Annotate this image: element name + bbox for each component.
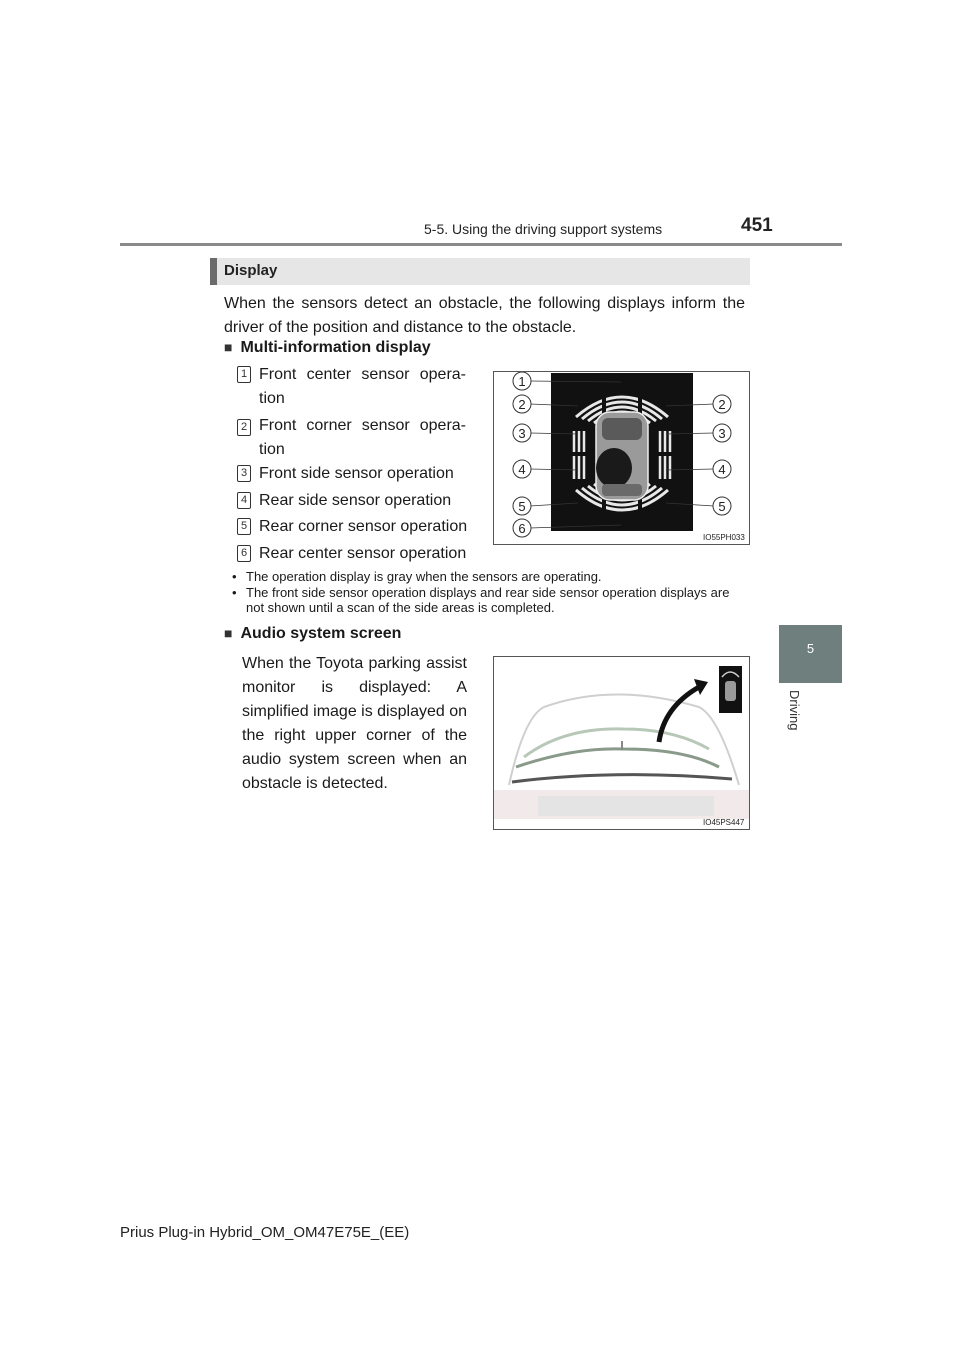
callout-label: 4 — [718, 462, 726, 477]
running-header: 5-5. Using the driving support systems — [424, 221, 663, 237]
sensor-display-illustration — [494, 372, 749, 544]
list-item: Front side sensor operation — [259, 465, 454, 482]
callout-label: 6 — [518, 521, 526, 536]
square-bullet-icon: ■ — [224, 339, 233, 355]
callout-label: 2 — [518, 397, 526, 412]
footer-document-code: Prius Plug-in Hybrid_OM_OM47E75E_(EE) — [120, 1224, 410, 1241]
item-number-badge: 6 — [237, 545, 251, 562]
car-top-view — [596, 412, 648, 500]
square-bullet-icon: ■ — [224, 625, 233, 641]
audio-paragraph: When the Toyota parking assist monitor is displayed: A simplified image is displayed on the right upper corner of the audio system screen when an obstacle is detected. — [242, 655, 467, 792]
audio-bottom-panel — [538, 796, 714, 816]
list-item: Front center sensor opera-tion — [259, 366, 466, 407]
list-item: Rear center sensor operation — [259, 545, 467, 562]
callout-label: 1 — [518, 374, 526, 389]
callout-label: 3 — [518, 426, 526, 441]
sensor-display-figure — [493, 371, 750, 545]
header-rule — [120, 243, 842, 246]
note-item: • The front side sensor operation displays and rear side sensor operation displays are not shown until a scan of the side areas is completed. — [232, 585, 730, 615]
audio-heading — [224, 625, 401, 643]
page-number: 451 — [741, 215, 773, 236]
callout-label: 4 — [518, 462, 526, 477]
multi-info-heading-text: Multi-information display — [240, 339, 431, 356]
section-bar-marker — [210, 258, 217, 285]
item-number-badge: 1 — [237, 366, 251, 383]
multi-info-heading — [224, 339, 431, 357]
item-number-badge: 5 — [237, 518, 251, 535]
callout-label: 5 — [718, 499, 726, 514]
item-number-badge: 4 — [237, 492, 251, 509]
callout-label: 5 — [518, 499, 526, 514]
chapter-title — [783, 690, 805, 750]
callout-label: 2 — [718, 397, 726, 412]
chapter-title-text: Driving — [787, 690, 802, 731]
item-number-badge: 2 — [237, 419, 251, 436]
note-text: The operation display is gray when the sensors are operating. — [246, 569, 602, 584]
audio-screen-figure — [493, 656, 750, 830]
note-text: The front side sensor operation displays and rear side sensor operation displays are not shown until a scan of the side areas is completed. — [246, 585, 730, 615]
list-item: Front corner sensor opera-tion — [259, 417, 466, 458]
list-item: Rear corner sensor operation — [259, 518, 468, 535]
section-title: Display — [224, 262, 278, 279]
intro-paragraph: When the sensors detect an obstacle, the following displays inform the driver of the position and distance to the obstacle. — [224, 295, 745, 336]
mini-sensor-display — [719, 666, 742, 713]
audio-screen-illustration — [494, 657, 749, 829]
item-number-badge: 3 — [237, 465, 251, 482]
callout-label: 3 — [718, 426, 726, 441]
figure-code: IO45PS447 — [703, 818, 745, 827]
note-item: • The operation display is gray when the sensors are operating. — [232, 569, 602, 584]
audio-heading-text: Audio system screen — [240, 625, 402, 642]
section-bar — [210, 258, 750, 285]
chapter-number: 5 — [806, 641, 815, 656]
figure-code: IO55PH033 — [703, 533, 745, 542]
list-item: Rear side sensor operation — [259, 492, 452, 509]
